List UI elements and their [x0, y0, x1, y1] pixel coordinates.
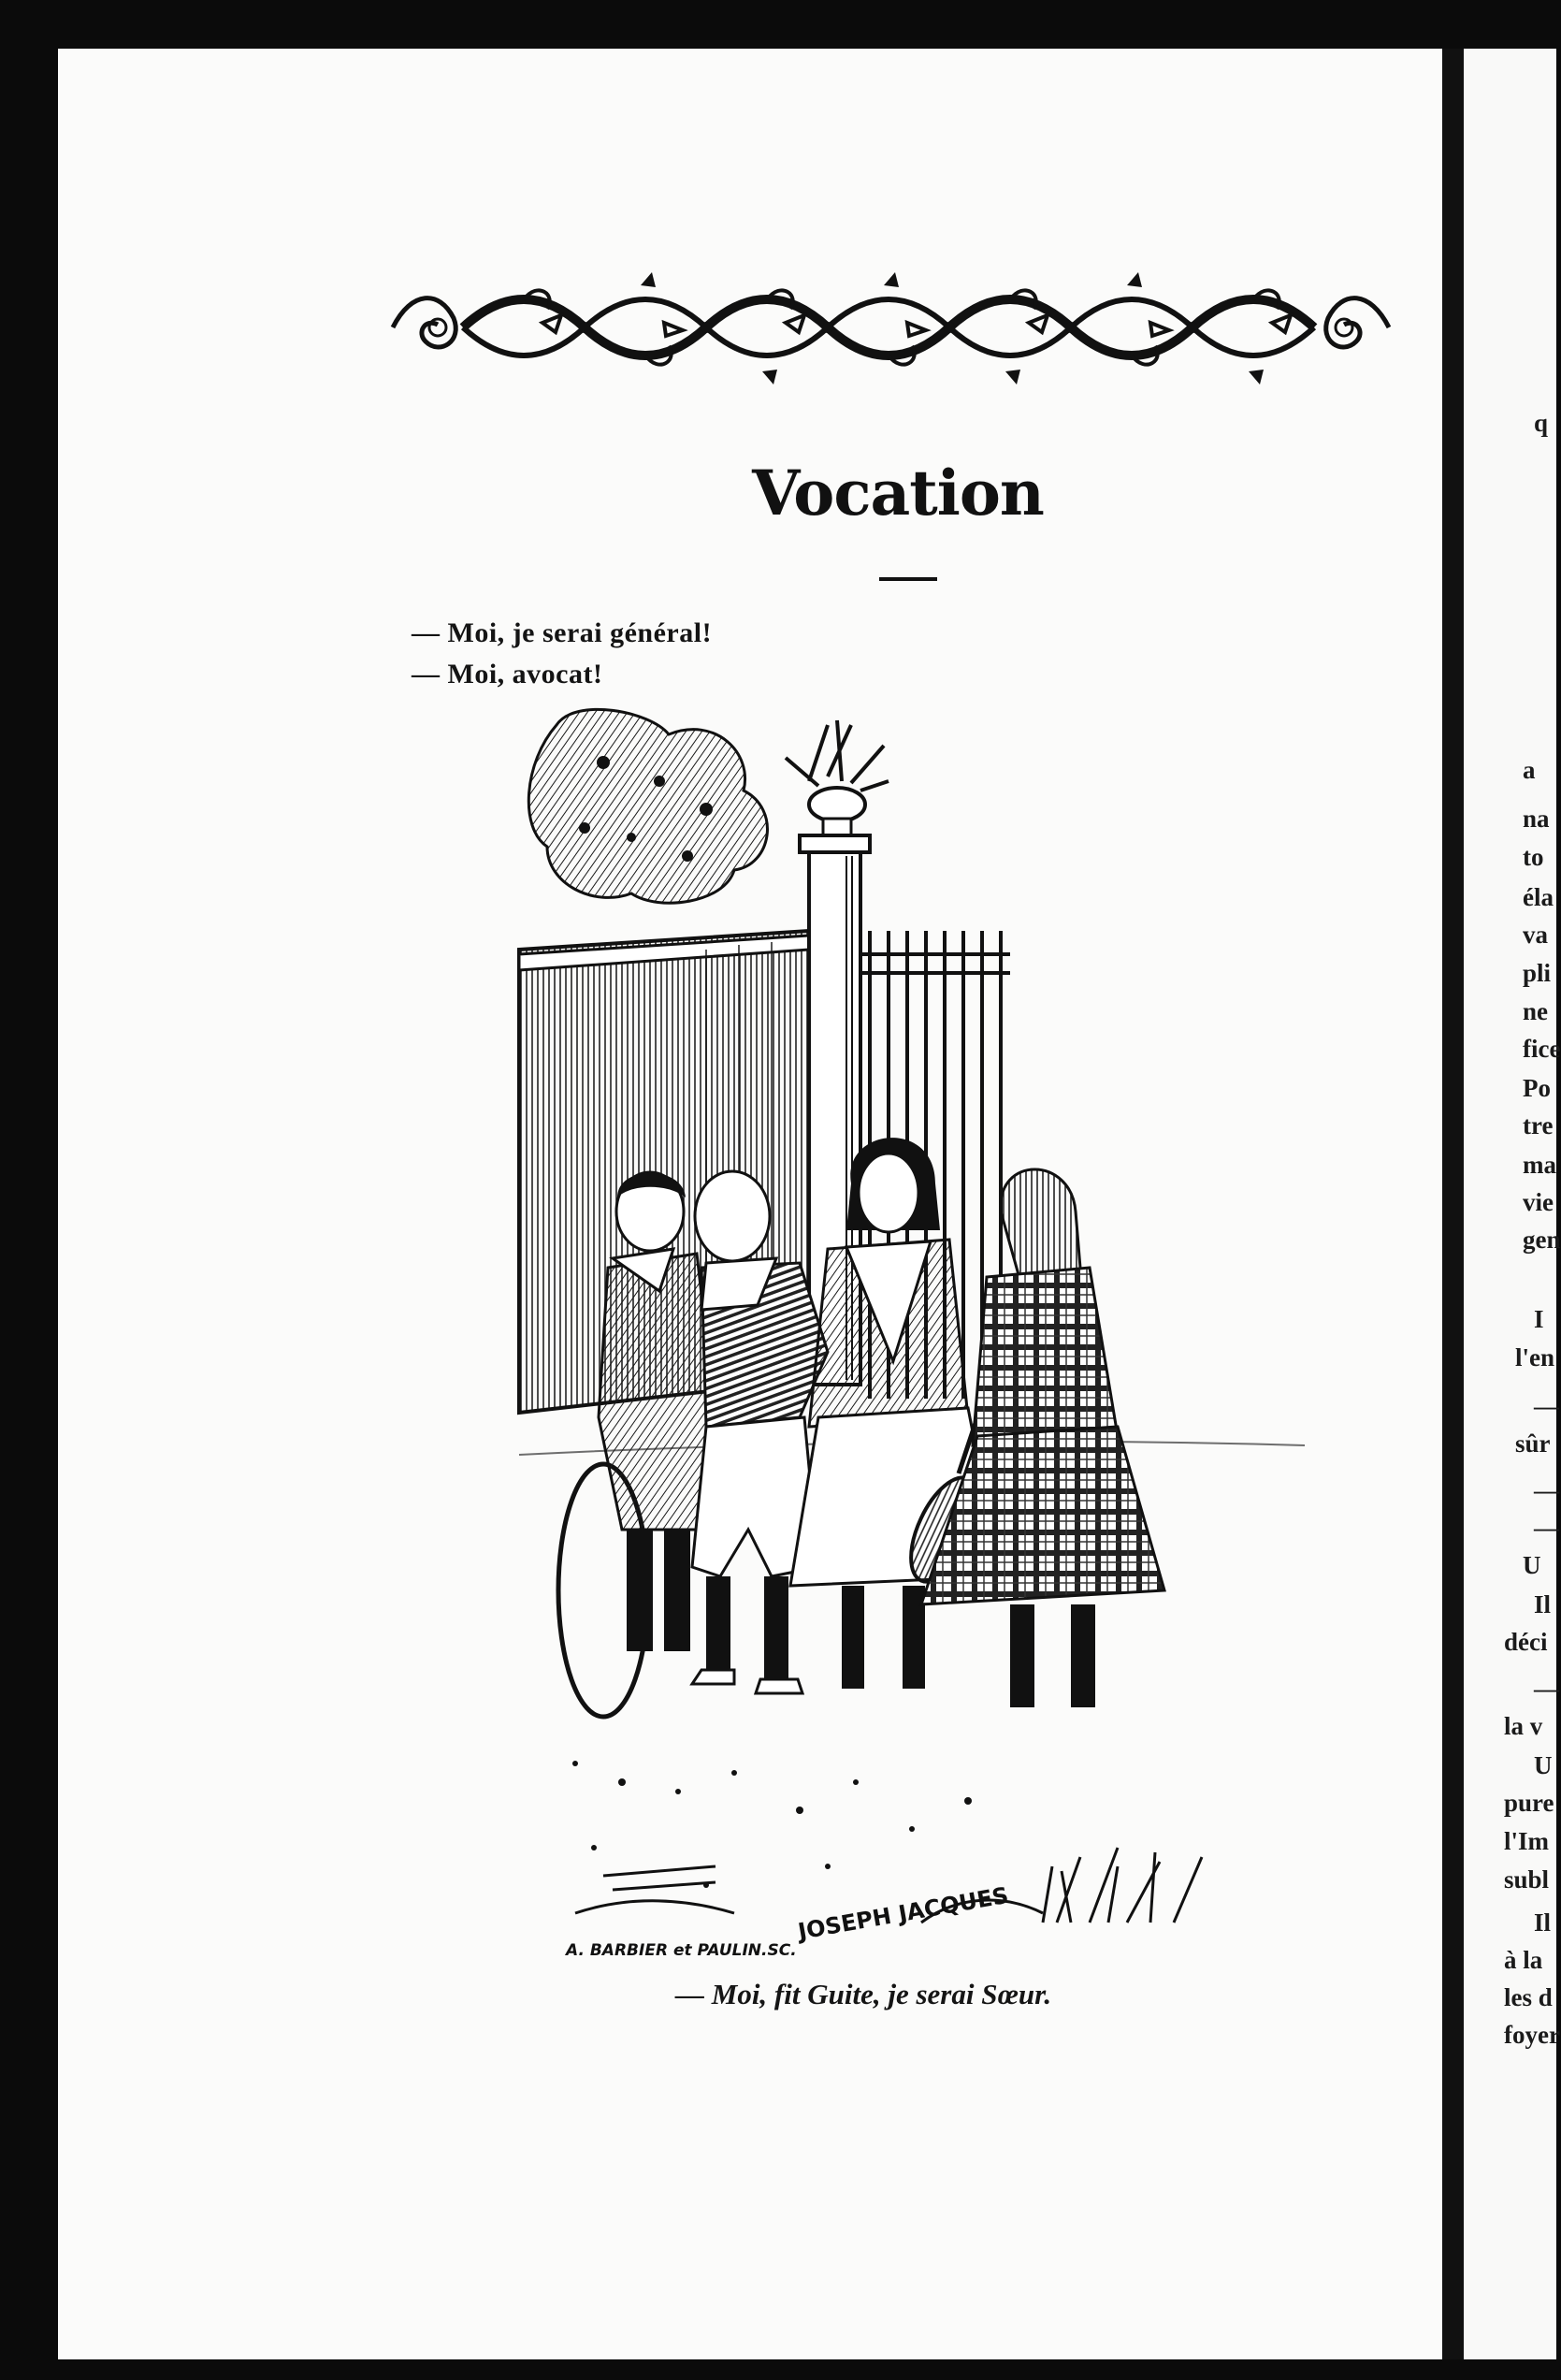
dialogue-line-2: — Moi, avocat!	[412, 659, 603, 689]
facing-fragment: ma	[1523, 1151, 1556, 1179]
facing-fragment: à la	[1504, 1946, 1543, 1974]
facing-fragment: —	[1534, 1675, 1559, 1703]
tree-foliage	[528, 709, 767, 903]
facing-fragment: U	[1534, 1751, 1553, 1779]
facing-fragment: —	[1534, 1392, 1559, 1420]
facing-fragment: pli	[1523, 959, 1552, 987]
artist-signature: JOSEPH JACQUES	[796, 1881, 1011, 1945]
facing-fragment: vie	[1523, 1188, 1554, 1216]
planter-urn	[786, 720, 889, 835]
facing-fragment: les d	[1504, 1983, 1553, 2011]
facing-fragment: déci	[1504, 1628, 1548, 1656]
facing-fragment: la v	[1504, 1712, 1543, 1740]
illustration-caption: — Moi, fit Guite, je serai Sœur.	[675, 1978, 1052, 2010]
facing-fragment: U	[1523, 1551, 1541, 1579]
facing-fragment: Il	[1534, 1590, 1552, 1618]
title-rule	[879, 577, 937, 581]
engraver-credit: A. BARBIER et PAULIN.SC.	[566, 1941, 797, 1960]
facing-fragment: ne	[1523, 997, 1548, 1025]
facing-fragment: —	[1534, 1514, 1559, 1542]
facing-fragment: to	[1523, 843, 1544, 871]
facing-fragment: fice	[1523, 1035, 1561, 1063]
dialogue-line-1: — Moi, je serai général!	[412, 617, 713, 648]
facing-fragment: gen	[1523, 1226, 1561, 1254]
facing-fragment: na	[1523, 805, 1550, 833]
facing-fragment: sûr	[1515, 1429, 1551, 1458]
facing-fragment: q	[1534, 409, 1549, 437]
facing-fragment: I	[1534, 1305, 1544, 1333]
facing-fragment: pure	[1504, 1789, 1554, 1817]
facing-fragment: Po	[1523, 1074, 1551, 1102]
facing-fragment: Il	[1534, 1908, 1552, 1937]
facing-fragment: l'en	[1515, 1343, 1555, 1371]
facing-fragment: foyer	[1504, 2021, 1560, 2049]
page-title: Vocation	[752, 457, 1044, 530]
facing-fragment: va	[1523, 921, 1548, 949]
facing-fragment: subl	[1504, 1865, 1550, 1894]
facing-fragment: —	[1534, 1476, 1559, 1504]
facing-fragment: tre	[1523, 1111, 1554, 1139]
book-gutter	[1442, 49, 1464, 2359]
facing-fragment: éla	[1523, 883, 1554, 911]
engraving-illustration	[519, 706, 1305, 2011]
facing-fragment: l'Im	[1504, 1827, 1550, 1855]
facing-fragment: a	[1523, 756, 1536, 784]
decorative-ornament-band	[383, 267, 1398, 388]
